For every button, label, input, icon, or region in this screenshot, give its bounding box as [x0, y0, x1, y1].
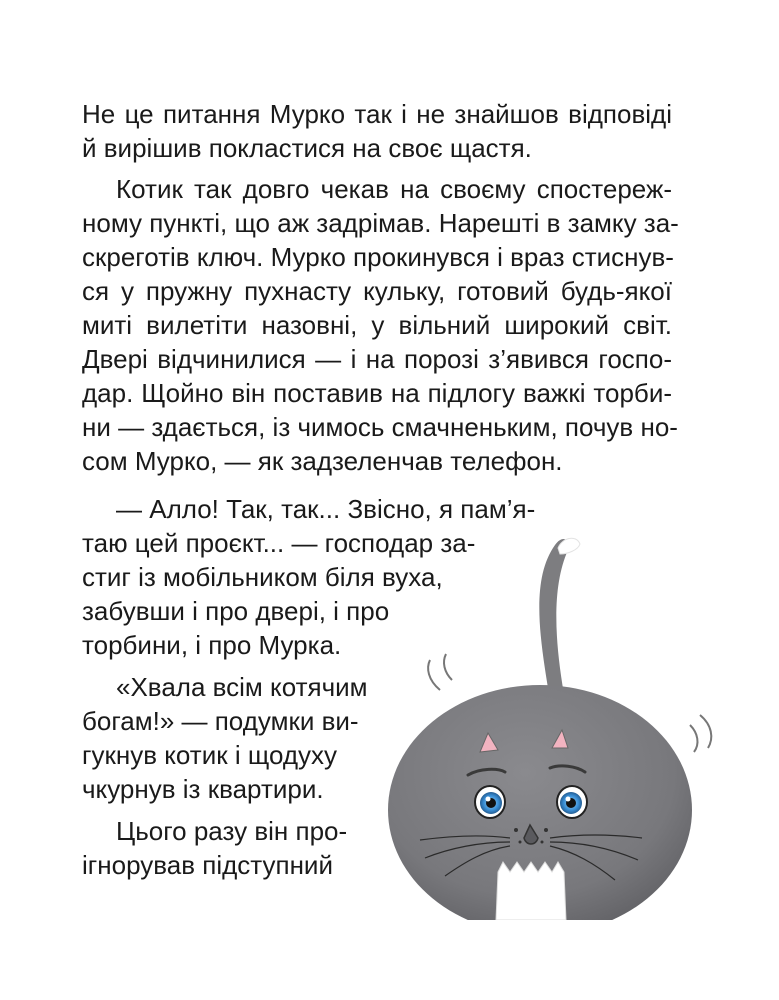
text-line: чкурнув із квартири. — [82, 774, 324, 804]
text-line: гукнув котик і щодуху — [82, 740, 337, 770]
text-line: Не це питання Мурко так і не знайшов відповіді — [82, 99, 672, 129]
text-line: стиг із мобільником біля вуха, — [82, 562, 443, 592]
text-line: сом Мурко, — як задзеленчав телефон. — [82, 446, 563, 476]
text-line: «Хвала всім котячим — [116, 672, 368, 702]
text-line: Котик так довго чекав на своєму спостереж- — [116, 174, 672, 204]
text-line: ному пункті, що аж задрімав. Нарешті в замку за- — [82, 208, 679, 238]
text-line: й вирішив покластися на своє щастя. — [82, 133, 532, 163]
grey-cat-ball-icon — [380, 520, 770, 920]
text-line: миті вилетіти назовні, у вільний широкий світ. — [82, 310, 672, 340]
text-line: торбини, і про Мурка. — [82, 630, 342, 660]
text-line: ся у пружну пухнасту кульку, готовий будь-якої — [82, 276, 672, 306]
text-line: — Алло! Так, так... Звісно, я пам’я- — [116, 494, 536, 524]
text-line: таю цей проєкт... — господар за- — [82, 528, 476, 558]
text-line: богам!» — подумки ви- — [82, 706, 359, 736]
tail — [539, 539, 568, 700]
text-line: ігнорував підступний — [82, 850, 333, 880]
text-line: Двері відчинилися — і на порозі з’явився госпо- — [82, 344, 672, 374]
chest-patch — [496, 862, 566, 920]
text-line: дар. Щойно він поставив на підлогу важкі торби- — [82, 378, 672, 408]
text-line: скреготів ключ. Мурко прокинувся і враз стиснув- — [82, 242, 674, 272]
text-line: ни — здається, із чимось смачненьким, почув но- — [82, 412, 678, 442]
text-line: Цього разу він про- — [116, 816, 348, 846]
text-line: забувши і про двері, і про — [82, 596, 390, 626]
